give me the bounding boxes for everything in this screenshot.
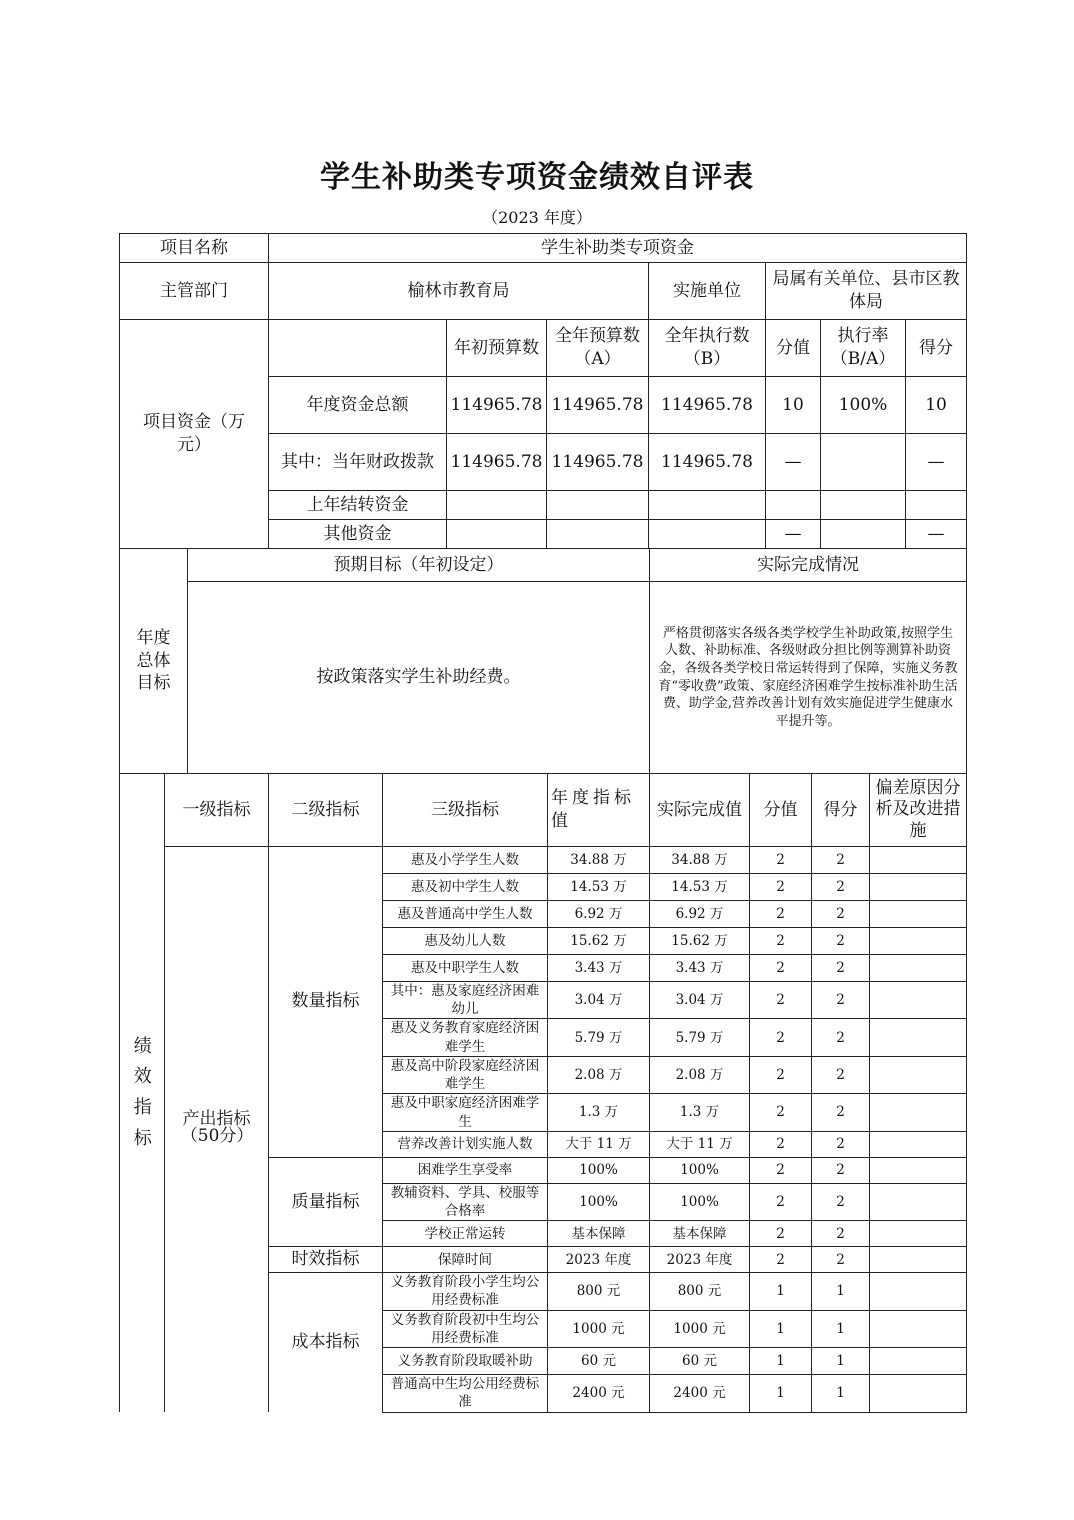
indicator-target: 大于 11 万: [548, 1131, 650, 1157]
indicator-value: 2: [750, 1247, 812, 1273]
funds-header: 得分: [906, 320, 967, 377]
basic-info-table: [119, 233, 967, 549]
indicator-score: 2: [812, 1221, 870, 1247]
indicator-actual: 1000 元: [650, 1310, 750, 1347]
indicator-deviation: [870, 1131, 967, 1157]
funds-header: 全年执行数（B）: [649, 320, 766, 377]
funds-cell: [547, 520, 649, 549]
indicator-deviation: [870, 1157, 967, 1183]
indicator-deviation: [870, 1310, 967, 1347]
indicator-value: 2: [750, 1157, 812, 1183]
project-name-label: 项目名称: [120, 234, 269, 263]
year-subtitle: （2023 年度）: [482, 208, 592, 227]
indicator-target: 1000 元: [548, 1310, 650, 1347]
indicator-target: 14.53 万: [548, 874, 650, 901]
header-level1: 一级指标: [165, 774, 269, 847]
indicator-value: 1: [750, 1310, 812, 1347]
indicator-name: 普通高中生均公用经费标准: [383, 1375, 548, 1412]
funds-cell: 10: [906, 377, 967, 434]
header-level2: 二级指标: [269, 774, 383, 847]
impl-value: 局属有关单位、县市区教体局: [766, 263, 967, 320]
indicator-target: 基本保障: [548, 1221, 650, 1247]
funds-cell: 114965.78: [447, 434, 547, 491]
indicator-value: 2: [750, 1056, 812, 1093]
indicator-actual: 大于 11 万: [650, 1131, 750, 1157]
header-score: 得分: [812, 774, 870, 847]
indicator-score: 2: [812, 1056, 870, 1093]
indicator-actual: 2.08 万: [650, 1056, 750, 1093]
indicator-value: 2: [750, 982, 812, 1019]
indicator-target: 5.79 万: [548, 1019, 650, 1056]
funds-row-name: 年度资金总额: [269, 377, 447, 434]
indicator-actual: 2023 年度: [650, 1247, 750, 1273]
funds-header: 执行率（B/A）: [821, 320, 906, 377]
indicator-value: 2: [750, 928, 812, 955]
indicator-actual: 2400 元: [650, 1375, 750, 1412]
indicator-name: 惠及中职学生人数: [383, 955, 548, 982]
group-quality: 质量指标: [269, 1157, 383, 1246]
funds-header: 年初预算数: [447, 320, 547, 377]
indicator-deviation: [870, 928, 967, 955]
indicator-score: 2: [812, 874, 870, 901]
actual-goal-text: 严格贯彻落实各级各类学校学生补助政策,按照学生人数、补助标准、各级财政分担比例等测算补助资金，各级各类学校日常运转得到了保障，实施义务教育“零收费”政策、家庭经济困难学生按标准补助生活费、助学金,营养改善计划有效实施促进学生健康水平提升等。: [650, 582, 967, 774]
indicator-deviation: [870, 1056, 967, 1093]
funds-row-name: 上年结转资金: [269, 491, 447, 520]
indicator-name: 惠及普通高中学生人数: [383, 901, 548, 928]
indicator-actual: 60 元: [650, 1348, 750, 1375]
indicator-score: 2: [812, 1157, 870, 1183]
indicator-name: 困难学生享受率: [383, 1157, 548, 1183]
indicator-deviation: [870, 1221, 967, 1247]
indicator-value: 2: [750, 955, 812, 982]
indicator-actual: 14.53 万: [650, 874, 750, 901]
annual-goal-table: [119, 548, 967, 774]
funds-cell: [821, 434, 906, 491]
indicator-value: 2: [750, 1131, 812, 1157]
funds-cell: [447, 520, 547, 549]
indicator-deviation: [870, 955, 967, 982]
indicator-value: 2: [750, 847, 812, 874]
header-score-value: 分值: [750, 774, 812, 847]
indicator-score: 2: [812, 847, 870, 874]
indicator-score: 2: [812, 1094, 870, 1131]
indicator-score: 1: [812, 1348, 870, 1375]
indicator-target: 15.62 万: [548, 928, 650, 955]
indicator-actual: 100%: [650, 1157, 750, 1183]
funds-cell: [547, 491, 649, 520]
indicator-target: 6.92 万: [548, 901, 650, 928]
indicator-actual: 基本保障: [650, 1221, 750, 1247]
indicator-target: 1.3 万: [548, 1094, 650, 1131]
impl-label: 实施单位: [649, 263, 766, 320]
expected-goal-text: 按政策落实学生补助经费。: [188, 582, 650, 774]
indicator-score: 2: [812, 928, 870, 955]
funds-cell: —: [906, 434, 967, 491]
funds-cell: [821, 491, 906, 520]
funds-cell: [447, 491, 547, 520]
indicator-actual: 3.04 万: [650, 982, 750, 1019]
page-title: 学生补助类专项资金绩效自评表: [320, 160, 754, 195]
indicator-target: 60 元: [548, 1348, 650, 1375]
indicator-value: 2: [750, 1094, 812, 1131]
funds-cell: 114965.78: [547, 377, 649, 434]
indicator-name: 其中：惠及家庭经济困难幼儿: [383, 982, 548, 1019]
indicator-deviation: [870, 982, 967, 1019]
funds-header: 全年预算数（A）: [547, 320, 649, 377]
indicator-name: 义务教育阶段初中生均公用经费标准: [383, 1310, 548, 1347]
indicator-score: 1: [812, 1310, 870, 1347]
indicator-deviation: [870, 1019, 967, 1056]
dept-value: 榆林市教育局: [269, 263, 649, 320]
funds-cell: [649, 491, 766, 520]
dept-label: 主管部门: [120, 263, 269, 320]
funds-cell: [821, 520, 906, 549]
indicator-deviation: [870, 847, 967, 874]
funds-cell: [766, 491, 821, 520]
header-level3: 三级指标: [383, 774, 548, 847]
indicators-section-label: [120, 774, 165, 1413]
project-name-value: 学生补助类专项资金: [269, 234, 967, 263]
indicator-value: 1: [750, 1273, 812, 1310]
indicators-table: [119, 773, 967, 1413]
goal-label: 年度总体目标: [120, 549, 188, 774]
indicator-name: 义务教育阶段小学生均公用经费标准: [383, 1273, 548, 1310]
funds-cell: —: [766, 520, 821, 549]
indicator-value: 2: [750, 1019, 812, 1056]
indicator-name: 保障时间: [383, 1247, 548, 1273]
indicator-target: 2400 元: [548, 1375, 650, 1412]
indicator-actual: 100%: [650, 1183, 750, 1220]
group-quantity: 数量指标: [269, 847, 383, 1158]
group-timeliness: 时效指标: [269, 1247, 383, 1273]
funds-cell: 114965.78: [547, 434, 649, 491]
funds-row-name: 其他资金: [269, 520, 447, 549]
indicator-target: 3.04 万: [548, 982, 650, 1019]
indicator-score: 2: [812, 1019, 870, 1056]
indicator-target: 800 元: [548, 1273, 650, 1310]
indicator-score: 2: [812, 1131, 870, 1157]
funds-cell: 114965.78: [649, 434, 766, 491]
indicator-name: 教辅资料、学具、校服等合格率: [383, 1183, 548, 1220]
indicator-actual: 3.43 万: [650, 955, 750, 982]
indicator-target: 2.08 万: [548, 1056, 650, 1093]
header-actual: 实际完成值: [650, 774, 750, 847]
indicator-value: 2: [750, 874, 812, 901]
indicator-actual: 15.62 万: [650, 928, 750, 955]
header-target: 年度指标值: [548, 774, 650, 847]
indicator-actual: 800 元: [650, 1273, 750, 1310]
indicator-score: 1: [812, 1273, 870, 1310]
funds-cell: —: [906, 520, 967, 549]
funds-cell: —: [766, 434, 821, 491]
header-deviation: 偏差原因分析及改进措施: [870, 774, 967, 847]
funds-header-blank: [269, 320, 447, 377]
expected-goal-header: 预期目标（年初设定）: [188, 549, 650, 582]
funds-cell: 114965.78: [447, 377, 547, 434]
indicator-deviation: [870, 1094, 967, 1131]
indicator-value: 2: [750, 1183, 812, 1220]
funds-cell: 114965.78: [649, 377, 766, 434]
indicator-value: 2: [750, 901, 812, 928]
indicator-name: 惠及初中学生人数: [383, 874, 548, 901]
indicator-target: 34.88 万: [548, 847, 650, 874]
indicators-section-label-text: 绩效指标: [133, 1035, 152, 1149]
level1-output: [165, 847, 269, 1413]
indicator-name: 惠及中职家庭经济困难学生: [383, 1094, 548, 1131]
indicator-target: 100%: [548, 1157, 650, 1183]
funds-label: 项目资金（万元）: [120, 320, 269, 549]
indicator-score: 2: [812, 982, 870, 1019]
indicator-name: 惠及义务教育家庭经济困难学生: [383, 1019, 548, 1056]
indicator-actual: 34.88 万: [650, 847, 750, 874]
indicator-value: 2: [750, 1221, 812, 1247]
indicator-deviation: [870, 1247, 967, 1273]
indicator-name: 惠及小学学生人数: [383, 847, 548, 874]
indicator-deviation: [870, 874, 967, 901]
funds-cell: 100%: [821, 377, 906, 434]
funds-header: 分值: [766, 320, 821, 377]
indicator-target: 3.43 万: [548, 955, 650, 982]
funds-row-name: 其中：当年财政拨款: [269, 434, 447, 491]
indicator-value: 1: [750, 1375, 812, 1412]
funds-cell: 10: [766, 377, 821, 434]
indicator-value: 1: [750, 1348, 812, 1375]
funds-cell: [649, 520, 766, 549]
indicator-score: 2: [812, 901, 870, 928]
indicator-deviation: [870, 901, 967, 928]
indicator-actual: 5.79 万: [650, 1019, 750, 1056]
indicator-name: 营养改善计划实施人数: [383, 1131, 548, 1157]
indicator-name: 学校正常运转: [383, 1221, 548, 1247]
indicator-name: 义务教育阶段取暖补助: [383, 1348, 548, 1375]
level1-output-text: 产出指标（50分）: [180, 1108, 254, 1147]
indicator-target: 2023 年度: [548, 1247, 650, 1273]
indicator-score: 1: [812, 1375, 870, 1412]
group-cost: 成本指标: [269, 1273, 383, 1412]
funds-cell: [906, 491, 967, 520]
indicator-score: 2: [812, 955, 870, 982]
indicator-score: 2: [812, 1247, 870, 1273]
indicator-actual: 6.92 万: [650, 901, 750, 928]
indicator-name: 惠及幼儿人数: [383, 928, 548, 955]
table-row: [120, 847, 967, 874]
indicator-target: 100%: [548, 1183, 650, 1220]
indicator-deviation: [870, 1375, 967, 1412]
indicator-actual: 1.3 万: [650, 1094, 750, 1131]
indicator-deviation: [870, 1348, 967, 1375]
indicator-name: 惠及高中阶段家庭经济困难学生: [383, 1056, 548, 1093]
indicator-deviation: [870, 1273, 967, 1310]
indicator-score: 2: [812, 1183, 870, 1220]
indicator-deviation: [870, 1183, 967, 1220]
actual-goal-header: 实际完成情况: [650, 549, 967, 582]
